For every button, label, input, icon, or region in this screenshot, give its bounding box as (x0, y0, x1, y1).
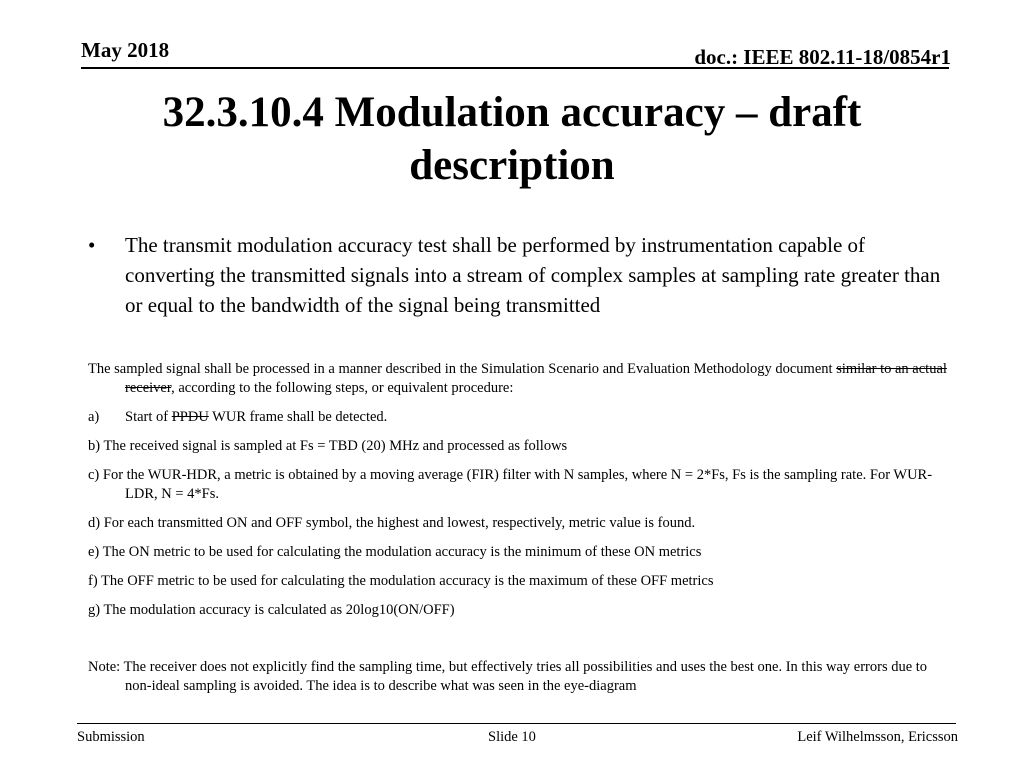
step-a-struck-text: PPDU (171, 409, 209, 425)
step-c: c) For the WUR-HDR, a metric is obtained by a moving average (FIR) filter with N samples, where N = 2*Fs, Fs is the sampling rate. For WUR-LDR, N = 4*Fs. (88, 467, 933, 502)
step-f: f) The OFF metric to be used for calculating the modulation accuracy is the maximum of these OFF metrics (88, 573, 714, 589)
step-a-text-1: Start of (125, 409, 169, 425)
slide-title (100, 86, 924, 192)
footer-slide-number: Slide 10 (488, 729, 536, 745)
header-rule (81, 67, 949, 69)
procedure-steps (88, 360, 948, 706)
footer-rule (77, 723, 956, 724)
step-a-label: a) (88, 409, 100, 425)
intro-paragraph (88, 360, 948, 398)
step-e: e) The ON metric to be used for calculating the modulation accuracy is the minimum of these ON metrics (88, 544, 702, 560)
slide-title-line-1: 32.3.10.4 Modulation accuracy – draft (162, 89, 862, 136)
header-date: May 2018 (81, 38, 170, 62)
intro-text-2: , according to the following steps, or equivalent procedure: (171, 380, 514, 396)
note-paragraph: Note: The receiver does not explicitly find the sampling time, but effectively tries all possibilities and uses the best one. In this way errors due to non-ideal sampling is avoided. The idea is to describe what was seen in the eye-diagram (88, 659, 928, 694)
bullet-item (88, 230, 948, 320)
step-d: d) For each transmitted ON and OFF symbol, the highest and lowest, respectively, metric value is found. (88, 515, 696, 531)
step-a-text-2: WUR frame shall be detected. (212, 409, 388, 425)
intro-struck-text: similar to an actual receiver (125, 361, 947, 396)
bullet-text: The transmit modulation accuracy test shall be performed by instrumentation capable of converting the transmitted signals into a stream of complex samples at sampling rate greater than or equal to the bandwidth of the signal being transmitted (125, 233, 941, 317)
footer-author: Leif Wilhelmsson, Ericsson (797, 729, 958, 745)
header-doc-number: doc.: IEEE 802.11-18/0854r1 (694, 45, 951, 69)
footer-submission: Submission (77, 729, 145, 745)
step-g: g) The modulation accuracy is calculated as 20log10(ON/OFF) (88, 602, 455, 618)
bullet-marker: • (88, 233, 96, 257)
intro-text-1: The sampled signal shall be processed in a manner described in the Simulation Scenario and Evaluation Methodology document (88, 361, 833, 377)
slide-title-line-2: description (409, 142, 615, 189)
step-a (88, 408, 948, 427)
step-b: b) The received signal is sampled at Fs = TBD (20) MHz and processed as follows (88, 438, 568, 454)
